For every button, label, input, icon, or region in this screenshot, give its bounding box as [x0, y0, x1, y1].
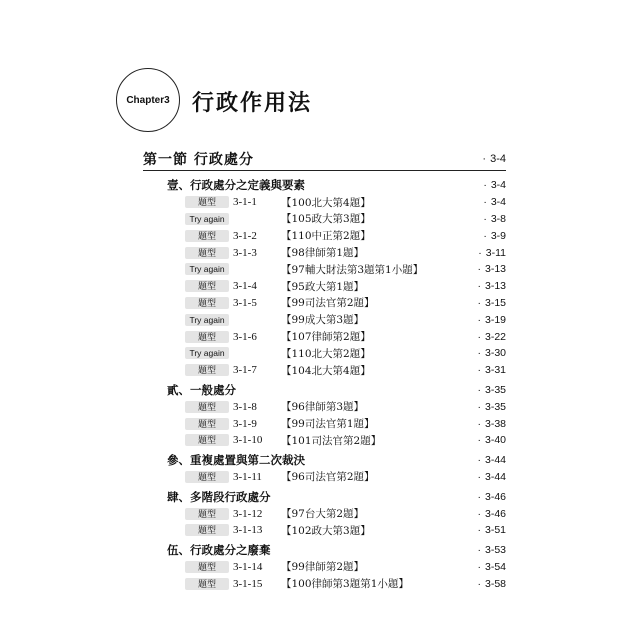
question-type-badge: 題型 [185, 508, 229, 520]
page-number: · 3-46 [477, 505, 506, 522]
question-source: 【96律師第3題】 [281, 401, 365, 414]
item-label [143, 329, 371, 344]
toc-item-row[interactable] [143, 575, 506, 592]
page-number: · 3-58 [477, 575, 506, 592]
page-number: · 3-44 [477, 452, 506, 469]
chapter-title: 行政作用法 [192, 91, 313, 116]
item-label [143, 576, 409, 591]
page-number: · 3-31 [477, 362, 506, 379]
question-source: 【101司法官第2題】 [281, 434, 382, 447]
question-code: 3-1-10 [233, 434, 263, 447]
question-source: 【98律師第1題】 [281, 247, 365, 260]
toc-item-row[interactable] [143, 311, 506, 328]
question-source: 【100北大第4題】 [281, 196, 371, 209]
question-code: 3-1-3 [233, 246, 257, 259]
toc-item-row[interactable] [143, 522, 506, 539]
toc-heading-row[interactable] [143, 452, 506, 469]
section-row[interactable] [143, 148, 506, 171]
toc-item-row[interactable] [143, 398, 506, 415]
page-number: · 3-35 [477, 382, 506, 399]
item-label [143, 245, 364, 260]
question-code: 3-1-7 [233, 364, 257, 377]
question-type-badge: 題型 [185, 331, 229, 343]
question-type-badge: 題型 [185, 434, 229, 446]
page-number: · 3-19 [477, 311, 506, 328]
try-again-badge: Try again [185, 314, 229, 326]
item-label [143, 433, 381, 448]
question-source: 【100律師第3題第1小題】 [281, 578, 409, 591]
page-number: · 3-4 [483, 194, 506, 211]
page-number: · 3-44 [477, 469, 506, 486]
question-type-badge: 題型 [185, 418, 229, 430]
question-code: 3-1-13 [233, 524, 263, 537]
page-number: · 3-15 [477, 295, 506, 312]
page-number: · 3-9 [483, 227, 506, 244]
item-label [143, 195, 371, 210]
question-type-badge: 題型 [185, 401, 229, 413]
toc-item-row[interactable] [143, 415, 506, 432]
question-source: 【110北大第2題】 [281, 347, 371, 360]
question-type-badge: 題型 [185, 196, 229, 208]
table-of-contents [143, 148, 506, 592]
section-label: 第一節 行政處分 [143, 152, 254, 168]
try-again-badge: Try again [185, 263, 229, 275]
question-source: 【97輔大財法第3題第1小題】 [281, 263, 424, 276]
question-source: 【102政大第3題】 [281, 524, 371, 537]
toc-heading-row[interactable] [143, 542, 506, 559]
question-source: 【104北大第4題】 [281, 364, 371, 377]
toc-rows [143, 177, 506, 592]
question-type-badge: 題型 [185, 364, 229, 376]
page-number: · 3-54 [477, 559, 506, 576]
item-label [143, 211, 371, 226]
page-number: · 3-11 [478, 244, 506, 261]
page-number: · 3-46 [477, 488, 506, 505]
page-number: · 3-4 [483, 177, 506, 194]
toc-item-row[interactable] [143, 244, 506, 261]
page-number: · 3-51 [477, 522, 506, 539]
item-label [143, 346, 371, 361]
toc-item-row[interactable] [143, 505, 506, 522]
question-type-badge: 題型 [185, 280, 229, 292]
question-code: 3-1-4 [233, 280, 257, 293]
toc-item-row[interactable] [143, 278, 506, 295]
page-number: · 3-35 [477, 398, 506, 415]
item-label [143, 262, 423, 277]
page-number: · 3-40 [477, 432, 506, 449]
toc-item-row[interactable] [143, 261, 506, 278]
item-label [143, 363, 371, 378]
toc-heading-row[interactable] [143, 488, 506, 505]
question-type-badge: 題型 [185, 471, 229, 483]
page-number: · 3-4 [482, 148, 506, 170]
question-type-badge: 題型 [185, 524, 229, 536]
question-code: 3-1-9 [233, 417, 257, 430]
question-code: 3-1-12 [233, 507, 263, 520]
page-number: · 3-38 [477, 415, 506, 432]
question-code: 3-1-1 [233, 196, 257, 209]
question-source: 【105政大第3題】 [281, 213, 371, 226]
heading-label: 參、重複處置與第二次裁決 [167, 453, 305, 468]
page-number: · 3-30 [477, 345, 506, 362]
question-source: 【96司法官第2題】 [281, 471, 375, 484]
question-code: 3-1-14 [233, 560, 263, 573]
item-label [143, 228, 371, 243]
toc-heading-row[interactable] [143, 382, 506, 399]
question-type-badge: 題型 [185, 297, 229, 309]
question-source: 【110中正第2題】 [281, 230, 371, 243]
heading-label: 肆、多階段行政處分 [167, 489, 271, 504]
toc-item-row[interactable] [143, 362, 506, 379]
question-source: 【99成大第3題】 [281, 314, 365, 327]
page-number: · 3-8 [483, 211, 506, 228]
question-code: 3-1-11 [233, 470, 262, 483]
question-type-badge: 題型 [185, 578, 229, 590]
item-label [143, 559, 364, 574]
toc-item-row[interactable] [143, 345, 506, 362]
heading-label: 貳、一般處分 [167, 382, 236, 397]
question-type-badge: 題型 [185, 561, 229, 573]
chapter-badge: Chapter3 [116, 68, 180, 132]
question-source: 【95政大第1題】 [281, 280, 365, 293]
toc-item-row[interactable] [143, 432, 506, 449]
page-number: · 3-13 [477, 278, 506, 295]
question-code: 3-1-5 [233, 296, 257, 309]
question-code: 3-1-2 [233, 229, 257, 242]
item-label [143, 416, 375, 431]
question-source: 【97台大第2題】 [281, 508, 365, 521]
question-code: 3-1-8 [233, 400, 257, 413]
page-number: · 3-53 [477, 542, 506, 559]
toc-item-row[interactable] [143, 211, 506, 228]
question-type-badge: 題型 [185, 230, 229, 242]
toc-item-row[interactable] [143, 328, 506, 345]
question-source: 【99司法官第1題】 [281, 418, 375, 431]
heading-label: 壹、行政處分之定義與要素 [167, 178, 305, 193]
heading-label: 伍、行政處分之廢棄 [167, 543, 271, 558]
question-source: 【107律師第2題】 [281, 331, 371, 344]
page-number: · 3-22 [477, 328, 506, 345]
question-code: 3-1-15 [233, 577, 263, 590]
item-label [143, 295, 375, 310]
question-code: 3-1-6 [233, 330, 257, 343]
toc-heading-row[interactable] [143, 177, 506, 194]
toc-item-row[interactable] [143, 295, 506, 312]
toc-item-row[interactable] [143, 227, 506, 244]
item-label [143, 312, 364, 327]
item-label [143, 506, 364, 521]
item-label [143, 469, 375, 484]
toc-item-row[interactable] [143, 194, 506, 211]
question-source: 【99司法官第2題】 [281, 297, 375, 310]
toc-item-row[interactable] [143, 469, 506, 486]
item-label [143, 279, 364, 294]
toc-item-row[interactable] [143, 559, 506, 576]
item-label [143, 399, 364, 414]
try-again-badge: Try again [185, 213, 229, 225]
item-label [143, 523, 371, 538]
try-again-badge: Try again [185, 347, 229, 359]
question-type-badge: 題型 [185, 247, 229, 259]
question-source: 【99律師第2題】 [281, 561, 365, 574]
page-number: · 3-13 [477, 261, 506, 278]
